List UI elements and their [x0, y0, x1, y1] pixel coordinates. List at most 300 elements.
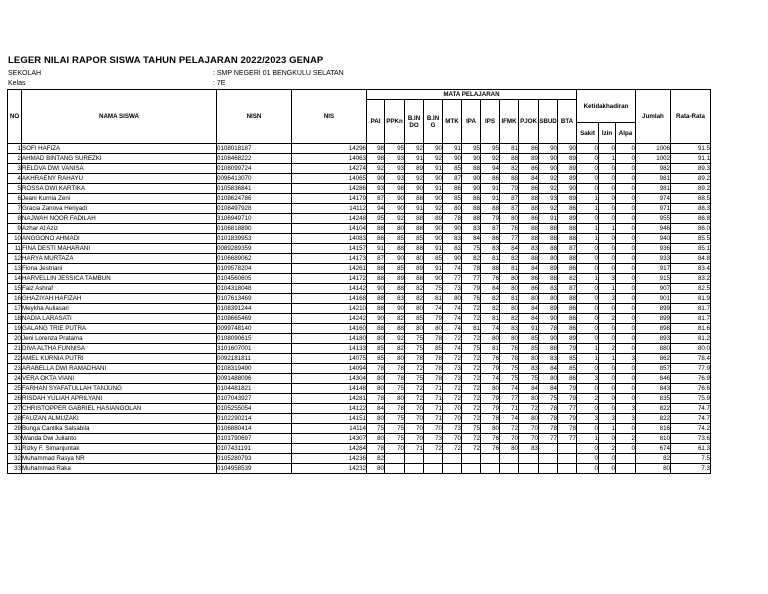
student-nisn: 0104318048	[217, 284, 292, 294]
subject-score: 76	[500, 224, 519, 234]
subject-score: 87	[500, 204, 519, 214]
subject-score: 80	[405, 304, 424, 314]
subject-score: 71	[424, 414, 443, 424]
subject-score: 88	[405, 224, 424, 234]
average-score: 86.0	[671, 224, 711, 234]
student-nis: 14104	[292, 224, 367, 234]
subject-score: 86	[481, 234, 500, 244]
subject-score: 88	[539, 274, 558, 284]
subject-score: 77	[539, 434, 558, 444]
absence-count: 0	[599, 324, 616, 334]
subject-score: 91	[424, 164, 443, 174]
subject-score: 86	[519, 144, 539, 154]
absence-count: 0	[616, 164, 636, 174]
subject-score: 91	[424, 244, 443, 254]
subject-score	[539, 444, 558, 454]
subject-score: 74	[500, 384, 519, 394]
subject-score: 85	[367, 354, 385, 364]
subject-score: 90	[539, 144, 558, 154]
student-nisn: 0108391244	[217, 304, 292, 314]
subject-score: 90	[539, 314, 558, 324]
subject-score: 81	[462, 324, 481, 334]
subject-score: 92	[424, 204, 443, 214]
subject-score: 90	[385, 194, 405, 204]
header-absence-group: Ketidakhadiran	[577, 90, 636, 123]
total-score: 843	[636, 384, 671, 394]
subject-score: 74	[481, 374, 500, 384]
absence-count: 0	[616, 444, 636, 454]
subject-score: 73	[443, 424, 462, 434]
subject-score: 90	[385, 254, 405, 264]
subject-score	[443, 454, 462, 464]
subject-score: 81	[500, 294, 519, 304]
student-name: AMEL KURNIA PUTRI	[22, 354, 217, 364]
subject-score: 86	[367, 234, 385, 244]
subject-score	[424, 464, 443, 474]
subject-score: 78	[424, 334, 443, 344]
row-number: 22	[8, 354, 22, 364]
table-row	[8, 284, 711, 294]
subject-score: 79	[558, 344, 577, 354]
subject-score: 84	[500, 244, 519, 254]
absence-count: 0	[577, 324, 599, 334]
subject-score: 80	[539, 294, 558, 304]
subject-score: 74	[424, 304, 443, 314]
subject-score: 80	[519, 354, 539, 364]
average-score: 7.5	[671, 454, 711, 464]
subject-score: 75	[405, 374, 424, 384]
total-score: 901	[636, 294, 671, 304]
total-score: 862	[636, 354, 671, 364]
subject-score: 88	[462, 164, 481, 174]
subject-score: 90	[424, 194, 443, 204]
subject-score	[539, 464, 558, 474]
subject-score: 90	[367, 174, 385, 184]
total-score: 982	[636, 164, 671, 174]
absence-count: 0	[599, 434, 616, 444]
subject-score: 89	[385, 274, 405, 284]
student-name: Jeani Kurnia Zeni	[22, 194, 217, 204]
subject-score: 89	[558, 194, 577, 204]
student-nis: 14210	[292, 304, 367, 314]
subject-score: 92	[481, 154, 500, 164]
total-score: 80	[636, 464, 671, 474]
subject-score: 92	[539, 174, 558, 184]
absence-count: 0	[577, 444, 599, 454]
total-score: 822	[636, 404, 671, 414]
absence-count: 0	[616, 364, 636, 374]
absence-count: 0	[577, 214, 599, 224]
subject-score: 80	[481, 334, 500, 344]
subject-score: 85	[519, 344, 539, 354]
average-score: 78.4	[671, 354, 711, 364]
subject-score: 90	[424, 274, 443, 284]
table-row	[8, 144, 711, 154]
subject-score: 76	[462, 294, 481, 304]
subject-score: 75	[367, 424, 385, 434]
subject-score: 93	[539, 194, 558, 204]
absence-count: 1	[577, 354, 599, 364]
subject-score: 90	[405, 184, 424, 194]
subject-score: 88	[367, 224, 385, 234]
header-subject: MTK	[443, 100, 462, 144]
subject-score: 87	[500, 194, 519, 204]
student-name: FAUZAN ALMUZAKI	[22, 414, 217, 424]
subject-score: 80	[405, 324, 424, 334]
subject-score: 85	[443, 164, 462, 174]
absence-count: 0	[577, 154, 599, 164]
row-number: 2	[8, 154, 22, 164]
subject-score: 79	[481, 404, 500, 414]
total-score: 907	[636, 284, 671, 294]
subject-score: 91	[519, 324, 539, 334]
student-nis: 14160	[292, 324, 367, 334]
subject-score: 87	[367, 254, 385, 264]
student-nisn: 0108099724	[217, 164, 292, 174]
row-number: 32	[8, 454, 22, 464]
student-nisn: 0101790697	[217, 434, 292, 444]
subject-score: 82	[481, 304, 500, 314]
absence-count: 2	[599, 314, 616, 324]
student-name: ARABELLA DWI RAMADHANI	[22, 364, 217, 374]
student-nisn: 0109578204	[217, 264, 292, 274]
subject-score	[462, 464, 481, 474]
subject-score: 90	[443, 254, 462, 264]
subject-score: 74	[500, 414, 519, 424]
student-nis: 14281	[292, 394, 367, 404]
absence-count: 1	[599, 224, 616, 234]
student-nisn: 0108665469	[217, 314, 292, 324]
row-number: 30	[8, 434, 22, 444]
average-score: 76.6	[671, 384, 711, 394]
header-subject: PPKn	[385, 100, 405, 144]
header-nis: NIS	[292, 90, 367, 144]
student-name: Muhammad Rasya NR	[22, 454, 217, 464]
total-score: 974	[636, 194, 671, 204]
absence-count: 0	[599, 394, 616, 404]
subject-score: 90	[443, 154, 462, 164]
subject-score: 79	[558, 394, 577, 404]
subject-score: 76	[481, 274, 500, 284]
subject-score: 88	[539, 244, 558, 254]
subject-score: 78	[367, 364, 385, 374]
total-score: 846	[636, 374, 671, 384]
absence-count: 1	[577, 204, 599, 214]
subject-score: 82	[385, 344, 405, 354]
subject-score: 91	[424, 184, 443, 194]
student-nis: 14304	[292, 374, 367, 384]
absence-count: 0	[616, 334, 636, 344]
header-no: NO	[8, 90, 22, 144]
subject-score: 72	[443, 444, 462, 454]
subject-score: 75	[462, 244, 481, 254]
subject-score: 80	[405, 254, 424, 264]
subject-score: 93	[385, 154, 405, 164]
row-number: 26	[8, 394, 22, 404]
subject-score: 77	[558, 404, 577, 414]
subject-score: 90	[424, 174, 443, 184]
student-name: Fiona Jestriani	[22, 264, 217, 274]
average-score: 75.9	[671, 394, 711, 404]
subject-score: 82	[462, 254, 481, 264]
absence-count: 0	[616, 254, 636, 264]
subject-score: 78	[367, 394, 385, 404]
absence-count	[616, 454, 636, 464]
student-name: Bunga Cantika Salsabila	[22, 424, 217, 434]
subject-score: 80	[481, 424, 500, 434]
absence-count: 0	[616, 384, 636, 394]
subject-score: 81	[481, 344, 500, 354]
subject-score: 83	[481, 244, 500, 254]
subject-score: 75	[405, 344, 424, 354]
subject-score: 80	[385, 224, 405, 234]
subject-score: 70	[405, 414, 424, 424]
subject-score: 92	[385, 214, 405, 224]
student-nisn: 0108018187	[217, 144, 292, 154]
absence-count: 1	[577, 224, 599, 234]
subject-score: 75	[500, 364, 519, 374]
student-nis: 14065	[292, 174, 367, 184]
row-number: 5	[8, 184, 22, 194]
subject-score: 85	[405, 234, 424, 244]
student-name: Rizky F. Simanjuntak	[22, 444, 217, 454]
table-row	[8, 304, 711, 314]
subject-score: 72	[519, 404, 539, 414]
absence-count: 0	[577, 384, 599, 394]
absence-count: 1	[577, 344, 599, 354]
subject-score: 72	[405, 384, 424, 394]
subject-score: 74	[443, 324, 462, 334]
table-row	[8, 384, 711, 394]
student-nis: 14307	[292, 434, 367, 444]
absence-count: 0	[616, 324, 636, 334]
student-nis: 14148	[292, 384, 367, 394]
subject-score: 88	[539, 344, 558, 354]
subject-score: 78	[481, 414, 500, 424]
total-score: 936	[636, 244, 671, 254]
subject-score: 91	[443, 144, 462, 154]
header-subject: IPA	[462, 100, 481, 144]
absence-count: 2	[616, 434, 636, 444]
subject-score: 82	[500, 314, 519, 324]
subject-score: 84	[367, 404, 385, 414]
subject-score: 84	[481, 284, 500, 294]
absence-count: 0	[599, 194, 616, 204]
subject-score: 79	[481, 394, 500, 404]
subject-score: 90	[558, 184, 577, 194]
subject-score: 94	[481, 164, 500, 174]
subject-score: 89	[405, 164, 424, 174]
row-number: 7	[8, 204, 22, 214]
subject-score: 84	[519, 304, 539, 314]
absence-count: 0	[599, 404, 616, 414]
total-score: 946	[636, 224, 671, 234]
table-row	[8, 364, 711, 374]
table-row	[8, 254, 711, 264]
subject-score: 92	[367, 164, 385, 174]
subject-score: 71	[424, 404, 443, 414]
subject-score: 82	[385, 314, 405, 324]
subject-score: 71	[405, 444, 424, 454]
row-number: 12	[8, 254, 22, 264]
table-row	[8, 434, 711, 444]
subject-score: 88	[519, 224, 539, 234]
student-nis: 14284	[292, 444, 367, 454]
total-score: 674	[636, 444, 671, 454]
school-line	[8, 70, 344, 77]
row-number: 16	[8, 294, 22, 304]
absence-count: 0	[599, 174, 616, 184]
absence-count: 3	[577, 374, 599, 384]
subject-score: 80	[500, 304, 519, 314]
absence-count: 0	[599, 374, 616, 384]
absence-count: 0	[616, 284, 636, 294]
header-subject: BTA	[558, 100, 577, 144]
subject-score: 84	[519, 314, 539, 324]
absence-count: 0	[577, 184, 599, 194]
subject-score: 75	[500, 374, 519, 384]
subject-score: 78	[385, 364, 405, 374]
student-name: Wanda Dwi Julianto	[22, 434, 217, 444]
subject-score	[385, 464, 405, 474]
header-subject: PJOK	[519, 100, 539, 144]
absence-count	[616, 464, 636, 474]
subject-score: 91	[481, 194, 500, 204]
header-total: Jumlah	[636, 90, 671, 144]
subject-score: 83	[539, 284, 558, 294]
subject-score: 81	[500, 264, 519, 274]
subject-score: 74	[443, 314, 462, 324]
subject-score: 92	[539, 204, 558, 214]
subject-score: 78	[539, 424, 558, 434]
student-nis: 14122	[292, 404, 367, 414]
subject-score: 82	[500, 164, 519, 174]
student-nis: 14157	[292, 244, 367, 254]
subject-score: 88	[367, 294, 385, 304]
subject-score: 86	[519, 284, 539, 294]
table-row	[8, 374, 711, 384]
absence-count: 3	[577, 414, 599, 424]
student-nis: 14168	[292, 294, 367, 304]
subject-score: 89	[519, 154, 539, 164]
absence-count: 0	[616, 374, 636, 384]
average-score: 81.7	[671, 314, 711, 324]
subject-score: 91	[424, 264, 443, 274]
row-number: 1	[8, 144, 22, 154]
student-nis: 14133	[292, 344, 367, 354]
student-nisn: 0108624786	[217, 194, 292, 204]
average-score: 88.5	[671, 194, 711, 204]
student-nis: 14142	[292, 284, 367, 294]
subject-score: 86	[481, 174, 500, 184]
header-subject: PAI	[367, 100, 385, 144]
total-score: 82	[636, 454, 671, 464]
subject-score: 80	[539, 374, 558, 384]
subject-score: 71	[500, 404, 519, 414]
subject-score: 90	[558, 144, 577, 154]
subject-score: 72	[462, 354, 481, 364]
subject-score: 86	[519, 274, 539, 284]
absence-count: 0	[616, 344, 636, 354]
absence-count: 1	[599, 154, 616, 164]
table-row	[8, 424, 711, 434]
subject-score: 88	[405, 214, 424, 224]
subject-score: 82	[405, 294, 424, 304]
absence-count: 0	[616, 144, 636, 154]
table-row	[8, 184, 711, 194]
total-score: 822	[636, 414, 671, 424]
subject-score: 86	[519, 184, 539, 194]
subject-score: 72	[462, 404, 481, 414]
row-number: 10	[8, 234, 22, 244]
subject-score: 82	[405, 284, 424, 294]
student-name: FINA DESTI MAHARANI	[22, 244, 217, 254]
absence-count: 0	[616, 224, 636, 234]
subject-score: 83	[500, 324, 519, 334]
total-score: 816	[636, 424, 671, 434]
subject-score: 91	[539, 214, 558, 224]
student-nis: 14236	[292, 454, 367, 464]
subject-score	[481, 464, 500, 474]
subject-score: 72	[462, 444, 481, 454]
subject-score: 94	[367, 204, 385, 214]
total-score: 898	[636, 324, 671, 334]
table-row	[8, 274, 711, 284]
subject-score	[462, 454, 481, 464]
subject-score: 89	[539, 264, 558, 274]
absence-count: 3	[599, 414, 616, 424]
student-name: NAJWAH NOOR FADILAH	[22, 214, 217, 224]
subject-score: 72	[462, 374, 481, 384]
table-row	[8, 224, 711, 234]
subject-score: 83	[519, 244, 539, 254]
table-row	[8, 344, 711, 354]
subject-score: 78	[500, 354, 519, 364]
table-row	[8, 404, 711, 414]
absence-count: 1	[577, 274, 599, 284]
total-score: 857	[636, 364, 671, 374]
student-nisn: 0089289359	[217, 244, 292, 254]
subject-score: 90	[424, 224, 443, 234]
class-value: : 7E	[213, 80, 226, 87]
subject-score: 88	[519, 204, 539, 214]
subject-score: 98	[367, 144, 385, 154]
total-score: 899	[636, 314, 671, 324]
average-score: 81.7	[671, 304, 711, 314]
subject-score: 90	[385, 304, 405, 314]
subject-score: 73	[443, 374, 462, 384]
subject-score: 93	[385, 174, 405, 184]
student-name: RELDVA DWI VANISA	[22, 164, 217, 174]
average-score: 76.9	[671, 374, 711, 384]
subject-score: 80	[385, 354, 405, 364]
subject-score: 81	[424, 294, 443, 304]
row-number: 15	[8, 284, 22, 294]
subject-score: 72	[424, 444, 443, 454]
average-score: 86.8	[671, 214, 711, 224]
subject-score: 86	[558, 304, 577, 314]
absence-count: 0	[577, 284, 599, 294]
student-nis: 14151	[292, 414, 367, 424]
subject-score: 88	[558, 224, 577, 234]
student-name: ROSSA DWI KARTIKA	[22, 184, 217, 194]
subject-score	[481, 454, 500, 464]
absence-count: 0	[577, 314, 599, 324]
absence-count: 0	[616, 264, 636, 274]
student-nisn: 0106689062	[217, 254, 292, 264]
absence-count: 0	[616, 294, 636, 304]
total-score: 810	[636, 434, 671, 444]
